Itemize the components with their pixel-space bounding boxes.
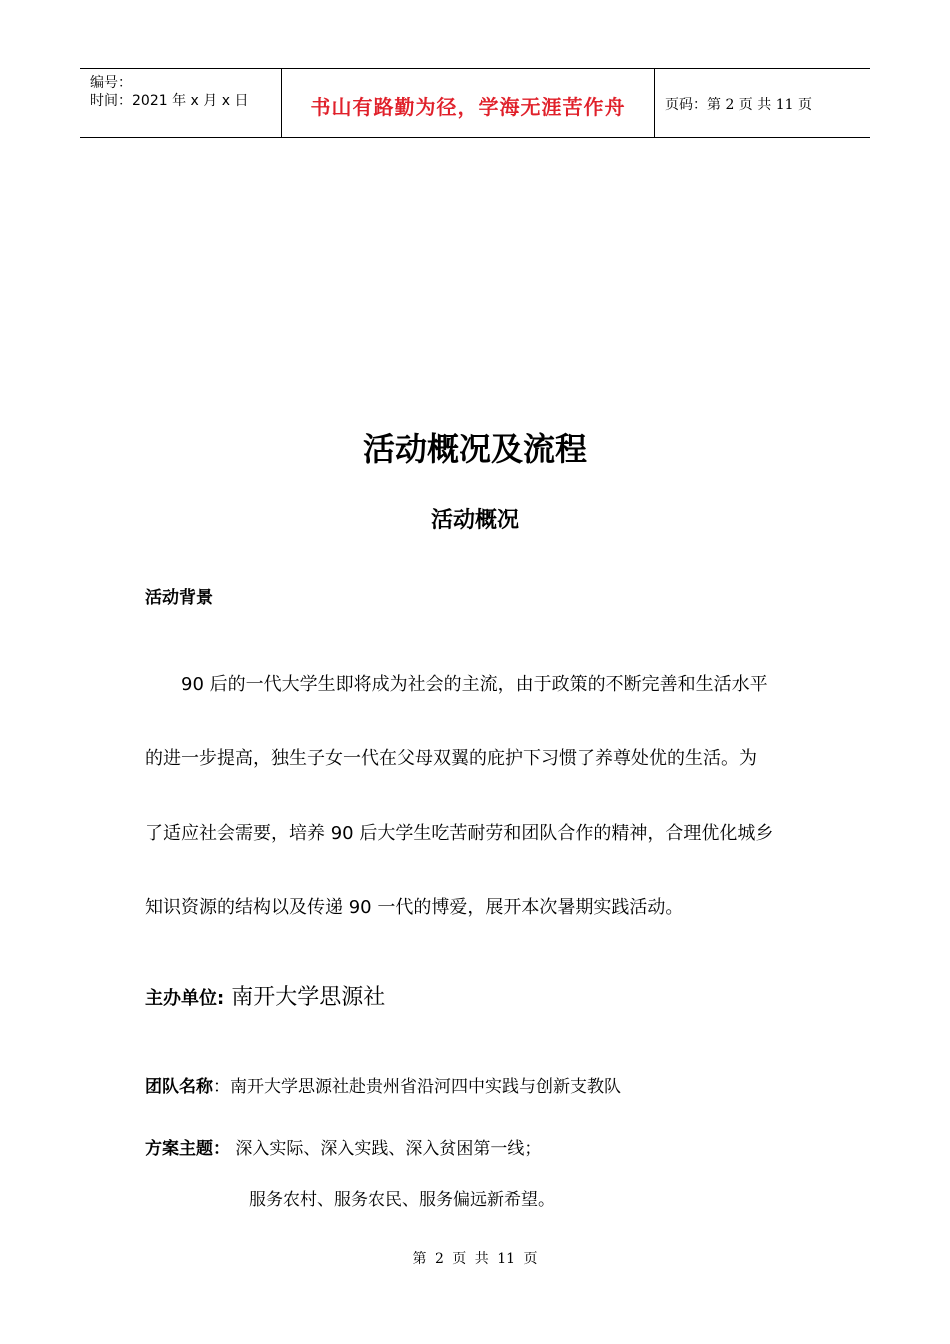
theme-label: 方案主题： xyxy=(145,1139,230,1159)
theme-field-cont xyxy=(249,1185,555,1210)
page-title: 活动概况及流程 xyxy=(362,430,587,468)
background-line-3: 了适应社会需要，培养 90 后大学生吃苦耐劳和团队合作的精神，合理优化城乡 xyxy=(145,823,774,844)
header-motto: 书山有路勤为径，学海无涯苦作舟 xyxy=(310,95,626,119)
header-page-cell xyxy=(655,69,870,137)
team-label: 团队名称 xyxy=(145,1077,213,1097)
header-meta-cell xyxy=(80,69,282,137)
theme-field xyxy=(145,1134,541,1159)
header-motto-cell xyxy=(282,69,655,137)
organizer-value: 南开大学思源社 xyxy=(224,985,386,1010)
header-page-info: 页码：第 2 页 共 11 页 xyxy=(665,97,812,113)
background-line-2: 的进一步提高，独生子女一代在父母双翼的庇护下习惯了养尊处优的生活。为 xyxy=(145,748,757,769)
organizer-field xyxy=(145,980,385,1011)
organizer-label: 主办单位: xyxy=(145,988,225,1009)
page-footer: 第 2 页 共 11 页 xyxy=(412,1251,538,1267)
team-field xyxy=(145,1072,621,1097)
background-line-4: 知识资源的结构以及传递 90 一代的博爱，展开本次暑期实践活动。 xyxy=(145,897,684,918)
number-label: 编号： xyxy=(90,75,132,91)
background-heading: 活动背景 xyxy=(145,588,213,608)
team-value: ：南开大学思源社赴贵州省沿河四中实践与创新支教队 xyxy=(213,1077,621,1097)
document-header xyxy=(80,68,870,138)
background-line-1: 90 后的一代大学生即将成为社会的主流，由于政策的不断完善和生活水平 xyxy=(145,674,768,695)
page-subtitle: 活动概况 xyxy=(430,508,519,533)
theme-line-1: 深入实际、深入实践、深入贫困第一线； xyxy=(230,1139,542,1159)
theme-line-2: 服务农村、服务农民、服务偏远新希望。 xyxy=(249,1190,555,1210)
time-label: 时间：2021 年 x 月 x 日 xyxy=(90,93,249,109)
